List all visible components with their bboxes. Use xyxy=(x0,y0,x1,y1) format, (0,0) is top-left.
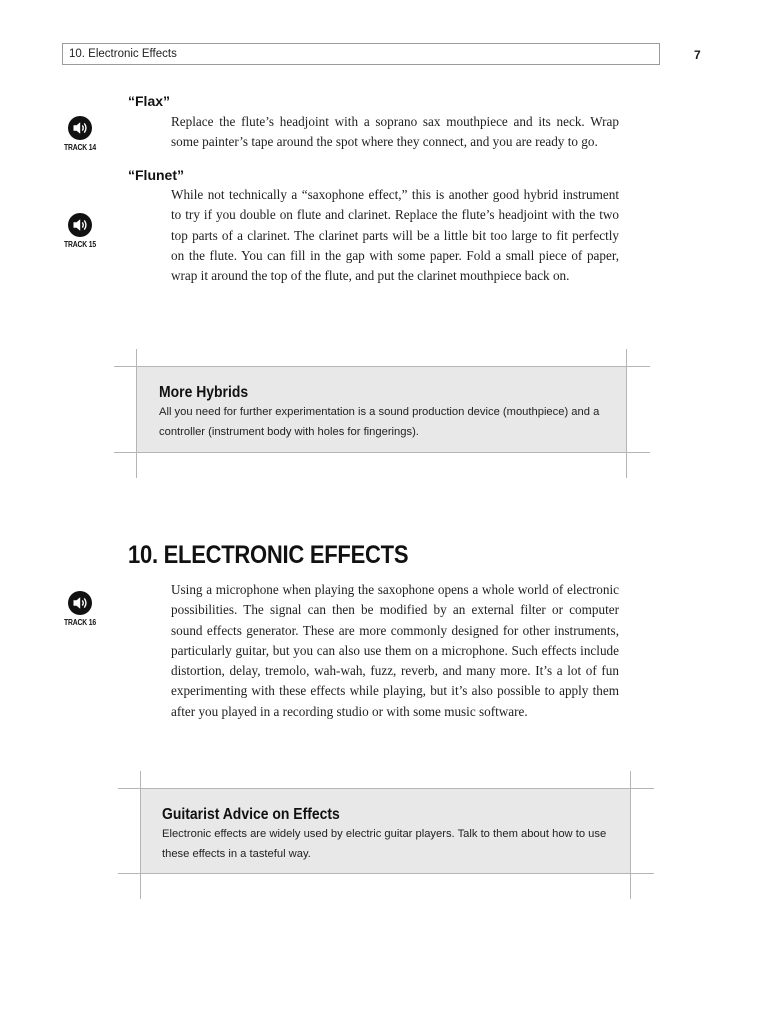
track-14-marker xyxy=(60,115,100,152)
track-16-marker xyxy=(60,590,100,627)
running-title: 10. Electronic Effects xyxy=(69,48,177,60)
track-label: TRACK 14 xyxy=(64,143,96,152)
flunet-heading: “Flunet” xyxy=(128,167,184,183)
page-number: 7 xyxy=(694,48,701,62)
sidebar-title: More Hybrids xyxy=(159,384,249,401)
sidebar-title: Guitarist Advice on Effects xyxy=(162,806,340,823)
electronic-effects-paragraph: Using a microphone when playing the saxophone opens a whole world of electronic possibilities. The signal can then be modified by an external filter or computer sound effects generator. These are more commonly designed for other instruments, particularly guitar, but you can also use them on a microphone. Such effects include distortion, delay, tremolo, wah-wah, fuzz, reverb, and many more. It’s a lot of fun experimenting with these effects while playing, but it’s also possible to apply them after you played in a recording studio or with some music software. xyxy=(171,582,619,719)
crop-mark xyxy=(630,771,631,899)
speaker-icon xyxy=(67,212,93,238)
sidebar-text: All you need for further experimentation is a sound production device (mouthpiece) and a controller (instrument body with holes for fingerings). xyxy=(159,406,600,438)
speaker-icon xyxy=(67,115,93,141)
section-title: 10. ELECTRONIC EFFECTS xyxy=(128,541,409,569)
track-label: TRACK 15 xyxy=(64,240,96,249)
flax-heading: “Flax” xyxy=(128,93,171,109)
crop-mark xyxy=(118,873,654,874)
crop-mark xyxy=(114,452,650,453)
guitarist-advice-sidebar xyxy=(141,789,630,873)
sidebar-text: Electronic effects are widely used by electric guitar players. Talk to them about how to use these effects in a tasteful way. xyxy=(162,828,607,860)
running-header xyxy=(62,43,660,65)
track-label: TRACK 16 xyxy=(64,618,96,627)
crop-mark xyxy=(626,349,627,478)
flunet-paragraph: While not technically a “saxophone effect,” this is another good hybrid instrument to try if you double on flute and clarinet. Replace the flute’s headjoint with the two top parts of a clarinet. The clarinet parts will be a little bit too large to fit perfectly on the flute. You can fill in the gap with some paper. Fold a small piece of paper, wrap it around the top of the flute, and put the clarinet mouthpiece back on. xyxy=(171,187,619,284)
flax-paragraph: Replace the flute’s headjoint with a soprano sax mouthpiece and its neck. Wrap some painter’s tape around the spot where they connect, and you are ready to go. xyxy=(171,114,619,150)
track-15-marker xyxy=(60,212,100,249)
more-hybrids-sidebar xyxy=(137,367,626,452)
speaker-icon xyxy=(67,590,93,616)
